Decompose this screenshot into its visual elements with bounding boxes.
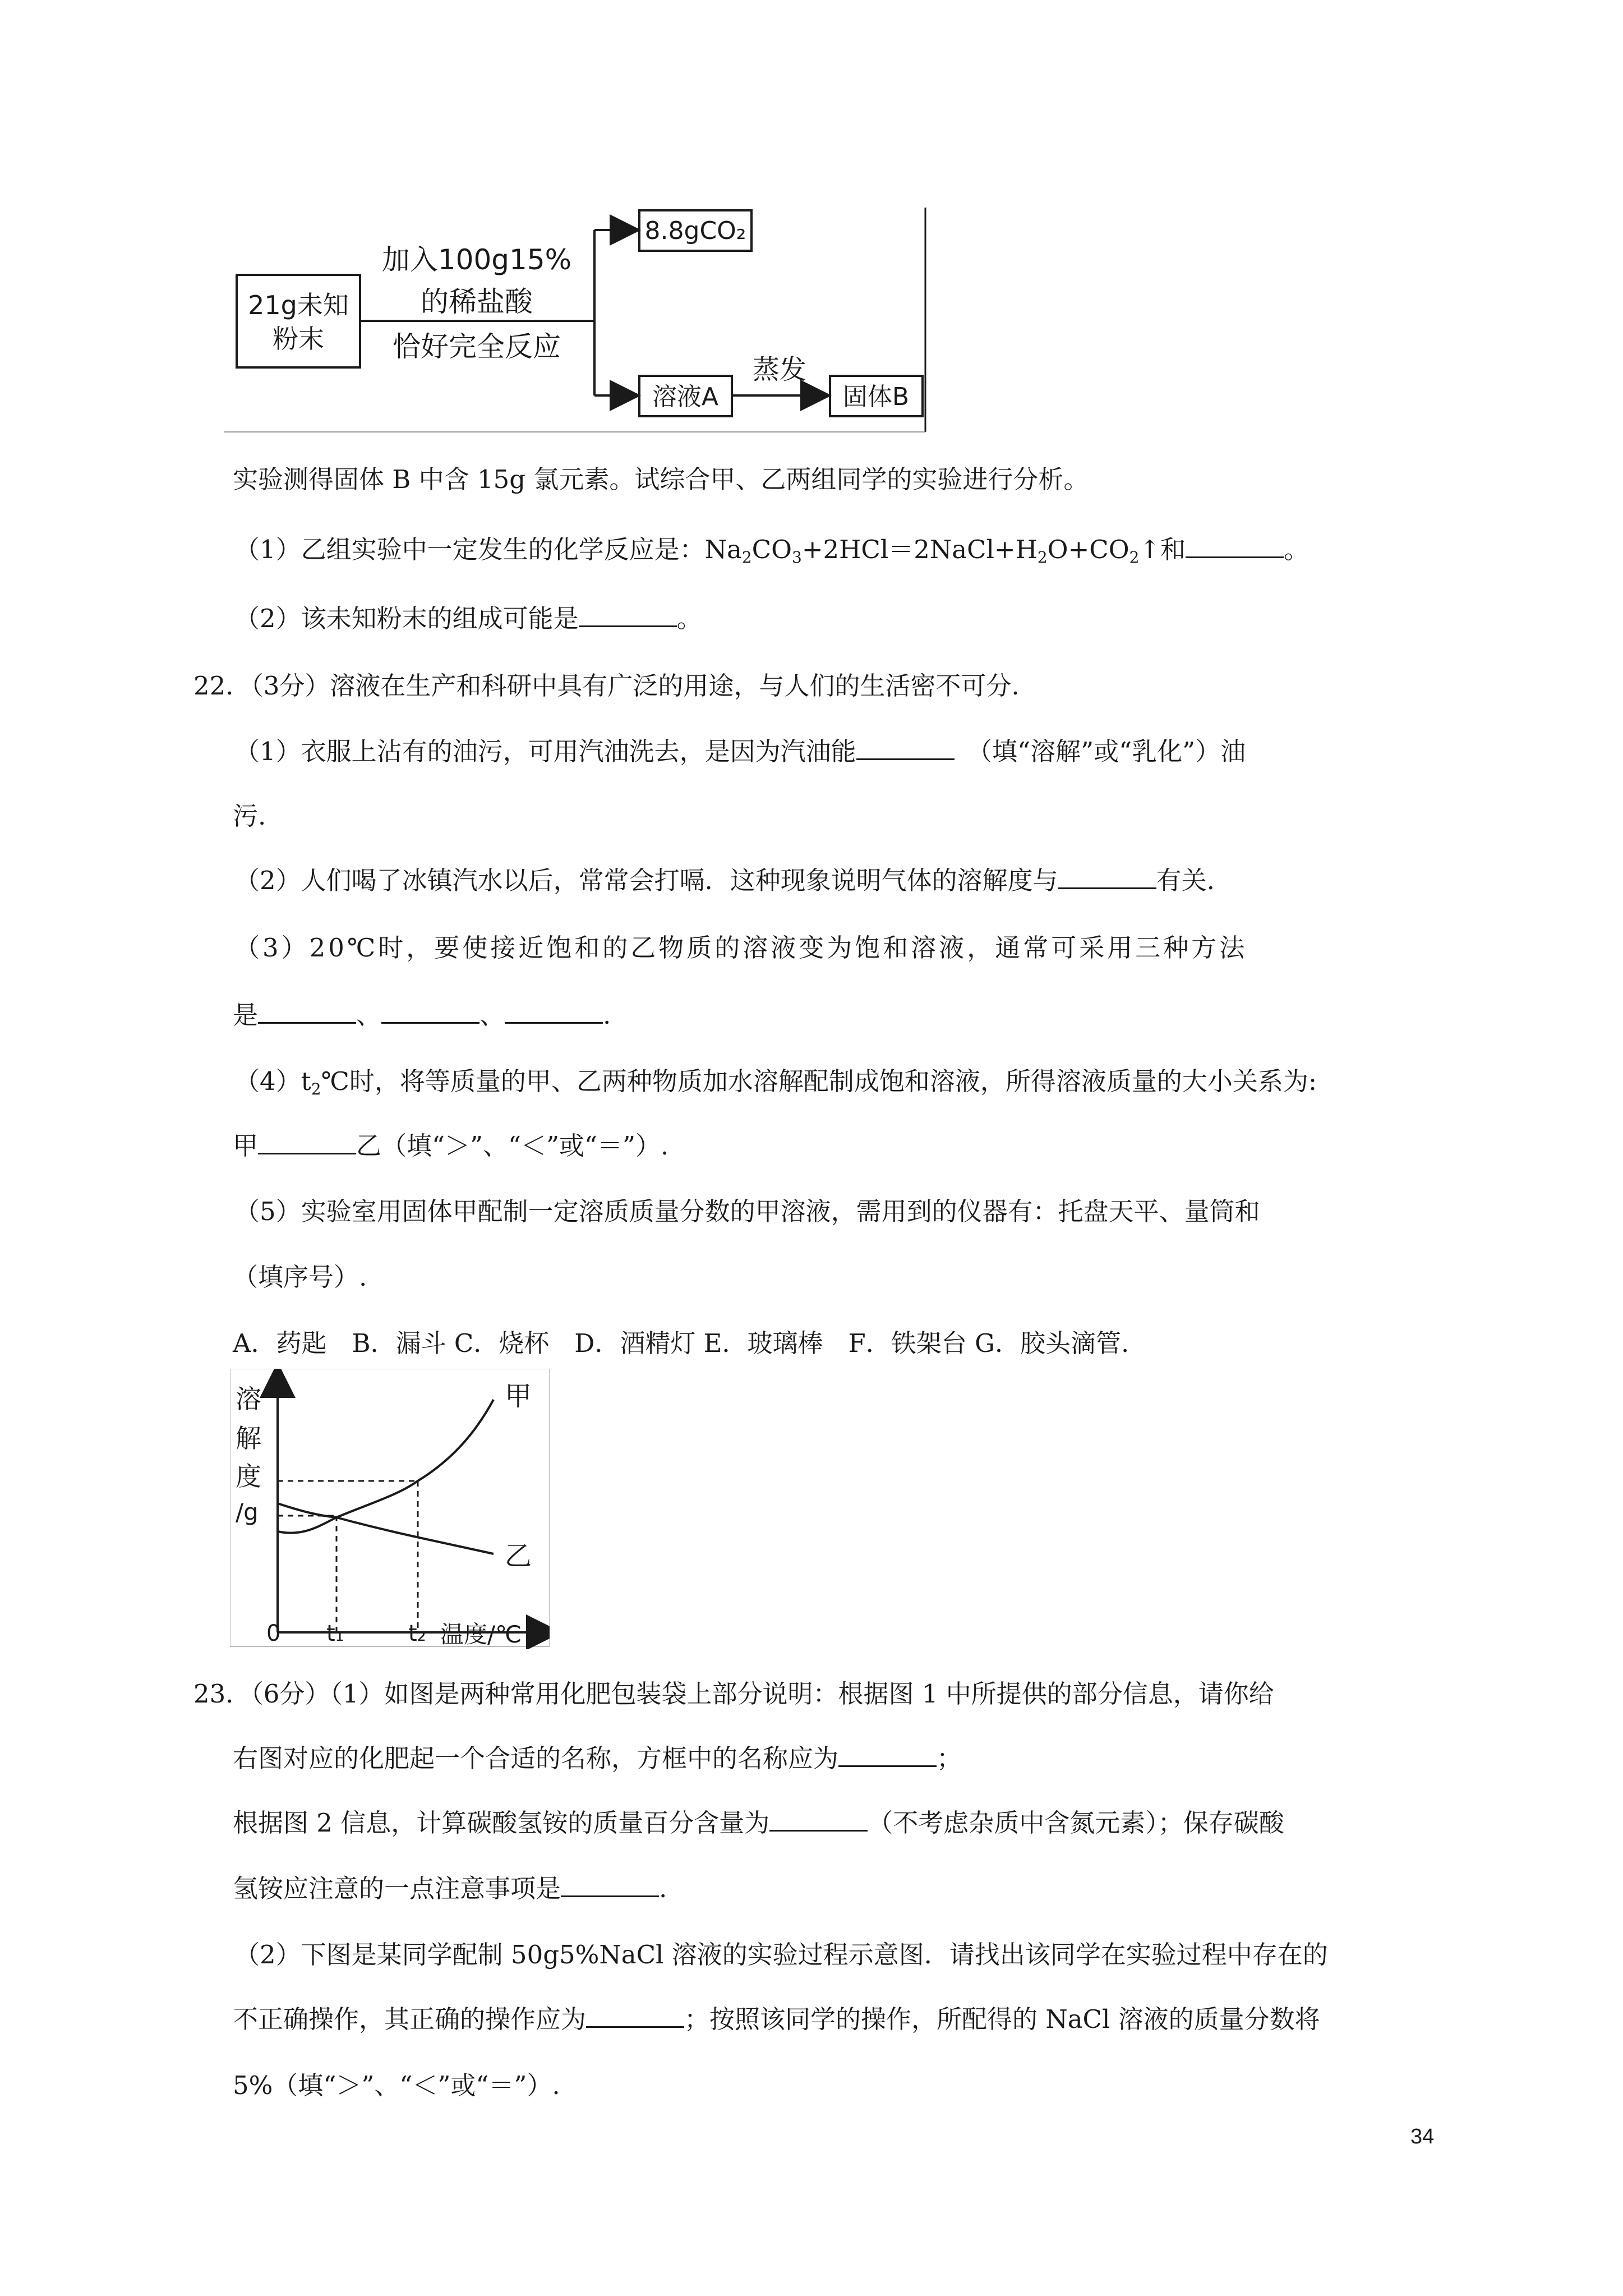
ylabel-char-2: 解	[236, 1423, 261, 1453]
evaporate-label: 蒸发	[752, 354, 807, 385]
q22-part4: $(4)t_2℃$时，将等质量的甲、乙两种物质加水溶解配制成饱和溶液，所得溶液质量的大小关系为:	[234, 1066, 1317, 1098]
acid-label: 的稀盐酸	[421, 286, 533, 318]
q21-info: 实验测得固体 B 中含 15g 氯元素。试综合甲、乙两组同学的实验进行分析。	[233, 464, 1089, 494]
page-number: 34	[1410, 2125, 1435, 2148]
ylabel-char-4: /g	[236, 1498, 259, 1526]
q22-part2: （2）人们喝了冰镇汽水以后，常常会打嗝．这种现象说明气体的溶解度与 有关.	[234, 866, 1215, 895]
flow-diagram	[224, 208, 942, 443]
xtick-t1: t₁	[326, 1621, 344, 1646]
q22-blank-4[interactable]	[258, 1130, 356, 1154]
q23-line5: （2）下图是某同学配制 50g5%NaCl 溶液的实验过程示意图．请找出该同学在实验过程中存在的	[234, 1940, 1328, 1970]
xtick-0: 0	[266, 1621, 281, 1646]
q23-line6: 不正确操作，其正确的操作应为 ；按照该同学的操作，所配得的 NaCl 溶液的质量分数将	[233, 2004, 1320, 2034]
q22-part3: （3）20℃时，要使接近饱和的乙物质的溶液变为饱和溶液，通常可采用三种方法	[234, 933, 1248, 963]
series-jia-label: 甲	[505, 1381, 532, 1412]
xlabel: 温度/℃	[440, 1621, 522, 1648]
q23-line4: 氢铵应注意的一点注意事项是 .	[233, 1874, 667, 1903]
q23-blank-4[interactable]	[586, 2004, 684, 2028]
q22-part4-cont: 甲 乙（填“＞”、“＜”或“＝”）.	[233, 1131, 669, 1161]
start-label-1: 21g未知	[248, 290, 349, 320]
q22-blank-1[interactable]	[856, 736, 955, 760]
q22-part5: （5）实验室用固体甲配制一定溶质质量分数的甲溶液，需用到的仪器有：托盘天平、量筒和	[234, 1197, 1260, 1226]
q22-blank-2[interactable]	[1058, 865, 1156, 889]
q22-part3-cont: 是 、 、 .	[233, 1000, 611, 1030]
q22-intro: 22．（3分）溶液在生产和科研中具有广泛的用途，与人们的生活密不可分.	[193, 671, 1020, 701]
q22-part5-cont: （填序号）.	[233, 1262, 367, 1292]
reaction-condition-label: 恰好完全反应	[393, 330, 561, 363]
q22-blank-3c[interactable]	[505, 1000, 603, 1024]
q23-blank-2[interactable]	[769, 1807, 868, 1832]
q21-blank-2[interactable]	[579, 603, 677, 627]
q22-options: A．药匙 B．漏斗 C．烧杯 D．酒精灯 E．玻璃棒 F．铁架台 G．胶头滴管.	[233, 1328, 1129, 1358]
q22-part1: （1）衣服上沾有的油污，可用汽油洗去，是因为汽油能 （填“溶解”或“乳化”）油	[234, 737, 1246, 766]
series-yi-label: 乙	[505, 1540, 532, 1572]
q23-blank-1[interactable]	[838, 1743, 937, 1767]
solid-label: 固体B	[842, 383, 910, 411]
q23-line3: 根据图 2 信息，计算碳酸氢铵的质量百分含量为 （不考虑杂质中含氮元素）；保存碳酸	[233, 1808, 1284, 1838]
q23-line2: 右图对应的化肥起一个合适的名称，方框中的名称应为 ；	[233, 1743, 962, 1773]
q23-blank-3[interactable]	[561, 1873, 659, 1897]
q21-part2: （2）该未知粉末的组成可能是 。	[234, 604, 702, 633]
q21-part1: （1）乙组实验中一定发生的化学反应是：$Na_2CO_3+2HCl=2NaCl+H_2O+CO_2↑$和 。	[234, 535, 1310, 567]
q21-blank-1[interactable]	[1186, 534, 1284, 558]
q23-intro: 23．（6分）（1）如图是两种常用化肥包装袋上部分说明：根据图 1 中所提供的部分信息，请你给	[193, 1679, 1274, 1709]
solution-label: 溶液A	[652, 383, 719, 411]
reagent-label: 加入100g15%	[381, 243, 572, 276]
start-label-2: 粉末	[273, 324, 324, 354]
q22-blank-3a[interactable]	[258, 1000, 356, 1024]
xtick-t2: t₂	[408, 1621, 426, 1646]
q22-blank-3b[interactable]	[381, 1000, 479, 1024]
ylabel-char-3: 度	[236, 1461, 261, 1492]
solubility-chart	[230, 1369, 550, 1649]
q22-part1-cont: 污.	[233, 801, 266, 831]
co2-label: 8.8gCO₂	[644, 217, 746, 245]
q23-line7: 5%（填“＞”、“＜”或“＝”）.	[233, 2070, 560, 2100]
ylabel-char-1: 溶	[236, 1384, 261, 1414]
